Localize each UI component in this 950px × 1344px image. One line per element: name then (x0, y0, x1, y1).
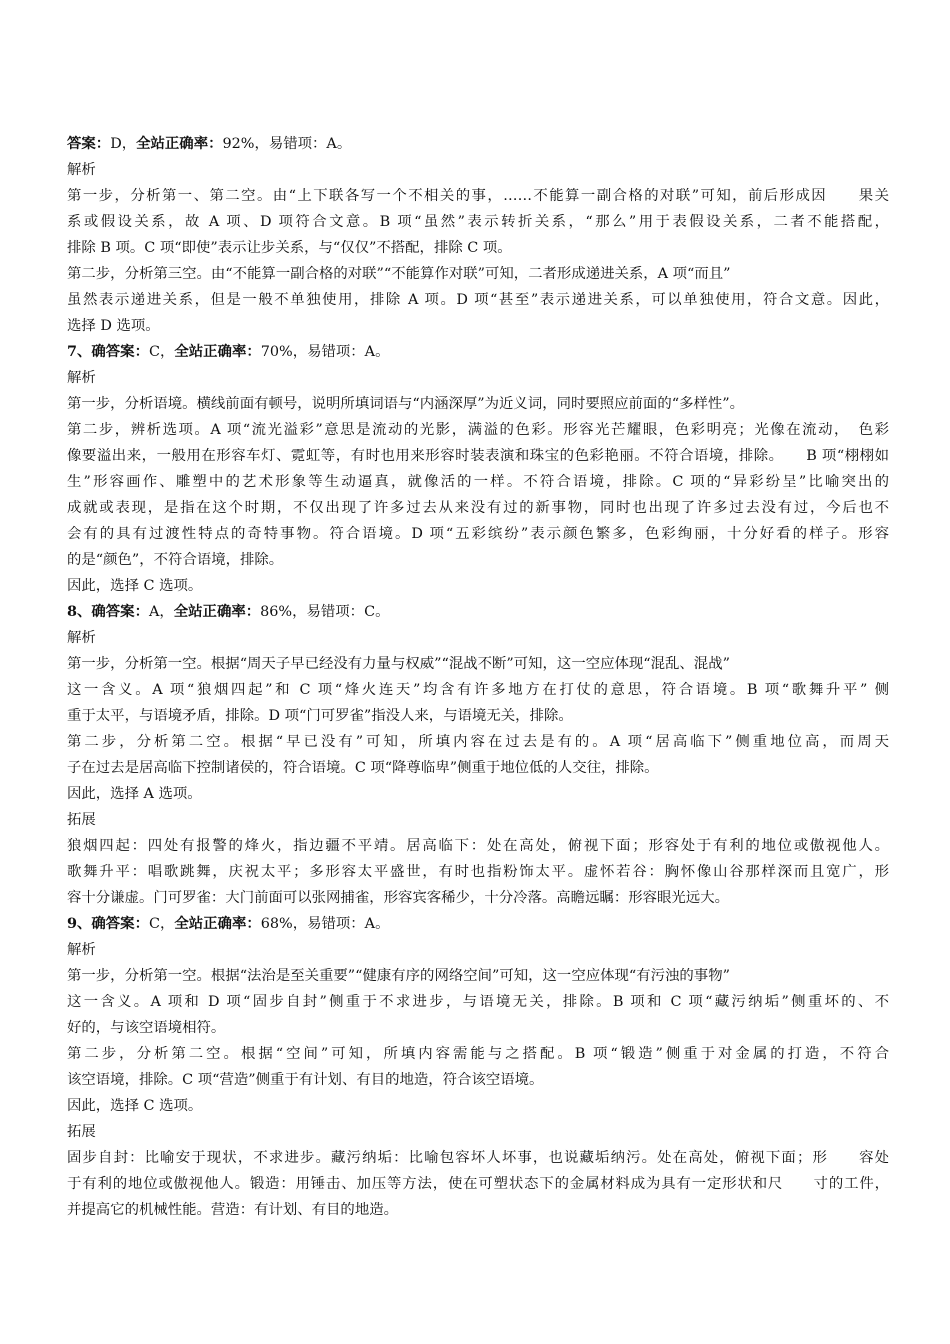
extension-heading: 拓展 (67, 812, 96, 828)
text-line: 会有的具有过渡性特点的奇特事物。符合语境。D 项“五彩缤纷”表示颜色繁多，色彩绚丽，十分好看的样子。形容 (67, 526, 889, 542)
text-line: 固步自封：比喻安于现状，不求进步。藏污纳垢：比喻包容坏人坏事，也说藏垢纳污。处在高处，俯视下面；形 容处 (67, 1150, 889, 1166)
rate-value: 92%，易错项：A。 (222, 136, 352, 152)
rate-label: 全站正确率： (173, 603, 261, 620)
text-line: 虽然表示递进关系，但是一般不单独使用，排除 A 项。D 项“甚至”表示递进关系，可以单独使用，符合文意。因此， (67, 292, 889, 308)
answer-value: D， (110, 136, 137, 152)
answer-line-q6 (67, 131, 889, 157)
text-line: 好的，与该空语境相符。 (67, 1020, 226, 1036)
text-line: 生”形容画作、雕塑中的艺术形象等生动逼真，就像活的一样。不符合语境，排除。C 项的“异彩纷呈”比喻突出的 (67, 474, 889, 490)
text-line: 第一步，分析语境。横线前面有顿号，说明所填词语与“内涵深厚”为近义词，同时要照应前面的“多样性”。 (67, 396, 745, 412)
analysis-heading: 解析 (67, 630, 96, 646)
rate-label: 全站正确率： (174, 343, 261, 360)
text-line: 排除 B 项。C 项“即使”表示让步关系，与“仅仅”不搭配，排除 C 项。 (67, 240, 512, 256)
text-line: 第二步，分析第二空。根据“早已没有”可知，所填内容在过去是有的。A 项“居高临下”侧重地位高，而周天 (67, 734, 889, 750)
rate-value: 70%，易错项：A。 (260, 344, 390, 360)
rate-value: 86%，易错项：C。 (260, 604, 390, 620)
analysis-heading: 解析 (67, 370, 96, 386)
text-line: 狼烟四起：四处有报警的烽火，指边疆不平靖。居高临下：处在高处，俯视下面；形容处于有利的地位或傲视他人。 (67, 838, 889, 854)
text-line: 容十分谦虚。门可罗雀：大门前面可以张网捕雀，形容宾客稀少，十分冷落。高瞻远瞩：形容眼光远大。 (67, 890, 729, 906)
text-line: 这一含义。A 项和 D 项“固步自封”侧重于不求进步，与语境无关，排除。B 项和 C 项“藏污纳垢”侧重坏的、不 (67, 994, 889, 1010)
rate-value: 68%，易错项：A。 (260, 916, 390, 932)
text-line: 因此，选择 C 选项。 (67, 1098, 203, 1114)
analysis-heading: 解析 (67, 162, 96, 178)
text-line: 并提高它的机械性能。营造：有计划、有目的地造。 (67, 1202, 398, 1218)
rate-label: 全站正确率： (136, 135, 223, 152)
document-body (67, 131, 889, 1223)
text-line: 的是“颜色”，不符合语境，排除。 (67, 552, 284, 568)
text-line: 子在过去是居高临下控制诸侯的，符合语境。C 项“降尊临卑”侧重于地位低的人交往，排除。 (67, 760, 659, 776)
text-line: 像要溢出来，一般用在形容车灯、霓虹等，有时也用来形容时装表演和珠宝的色彩艳丽。不符合语境，排除。 B 项“栩栩如 (67, 448, 889, 464)
text-line: 成就或表现，是指在这个时期，不仅出现了许多过去从来没有过的新事物，同时也出现了许多过去没有过，今后也不 (67, 500, 889, 516)
text-line: 选择 D 选项。 (67, 318, 160, 334)
text-line: 第二步，分析第三空。由“不能算一副合格的对联”“不能算作对联”可知，二者形成递进关系，A 项“而且” (67, 266, 731, 282)
extension-heading: 拓展 (67, 1124, 96, 1140)
answer-line-q9 (67, 911, 889, 937)
text-line: 歌舞升平：唱歌跳舞，庆祝太平；多形容太平盛世，有时也指粉饰太平。虚怀若谷：胸怀像山谷那样深而且宽广，形 (67, 864, 889, 880)
text-line: 第二步，辨析选项。A 项“流光溢彩”意思是流动的光影，满溢的色彩。形容光芒耀眼，色彩明亮；光像在流动， 色彩 (67, 422, 889, 438)
answer-value: A， (148, 604, 174, 620)
text-line: 第一步，分析第一、第二空。由“上下联各写一个不相关的事，……不能算一副合格的对联”可知，前后形成因 果关 (67, 188, 889, 204)
text-line: 于有利的地位或傲视他人。锻造：用锤击、加压等方法，使在可塑状态下的金属材料成为具有一定形状和尺 寸的工件， (67, 1176, 889, 1192)
answer-label: 答案： (67, 135, 111, 152)
text-line: 第一步，分析第一空。根据“法治是至关重要”“健康有序的网络空间”可知，这一空应体现“有污浊的事物” (67, 968, 730, 984)
analysis-heading: 解析 (67, 942, 96, 958)
text-line: 该空语境，排除。C 项“营造”侧重于有计划、有目的地造，符合该空语境。 (67, 1072, 544, 1088)
answer-label: 8、确答案： (67, 603, 149, 620)
text-line: 重于太平，与语境矛盾，排除。D 项“门可罗雀”指没人来，与语境无关，排除。 (67, 708, 573, 724)
answer-label: 9、确答案： (67, 915, 149, 932)
text-line: 因此，选择 C 选项。 (67, 578, 203, 594)
answer-value: C， (148, 344, 175, 360)
answer-line-q8 (67, 599, 889, 625)
text-line: 第二步，分析第二空。根据“空间”可知，所填内容需能与之搭配。B 项“锻造”侧重于对金属的打造，不符合 (67, 1046, 889, 1062)
answer-label: 7、确答案： (67, 343, 149, 360)
text-line: 因此，选择 A 选项。 (67, 786, 202, 802)
answer-value: C， (148, 916, 175, 932)
text-line: 这一含义。A 项“狼烟四起”和 C 项“烽火连天”均含有许多地方在打仗的意思，符合语境。B 项“歌舞升平” 侧 (67, 682, 889, 698)
rate-label: 全站正确率： (174, 915, 261, 932)
text-line: 第一步，分析第一空。根据“周天子早已经没有力量与权威”“混战不断”可知，这一空应体现“混乱、混战” (67, 656, 730, 672)
text-line: 系或假设关系，故 A 项、D 项符合文意。B 项“虽然”表示转折关系，“那么”用于表假设关系，二者不能搭配， (67, 214, 889, 230)
answer-line-q7 (67, 339, 889, 365)
